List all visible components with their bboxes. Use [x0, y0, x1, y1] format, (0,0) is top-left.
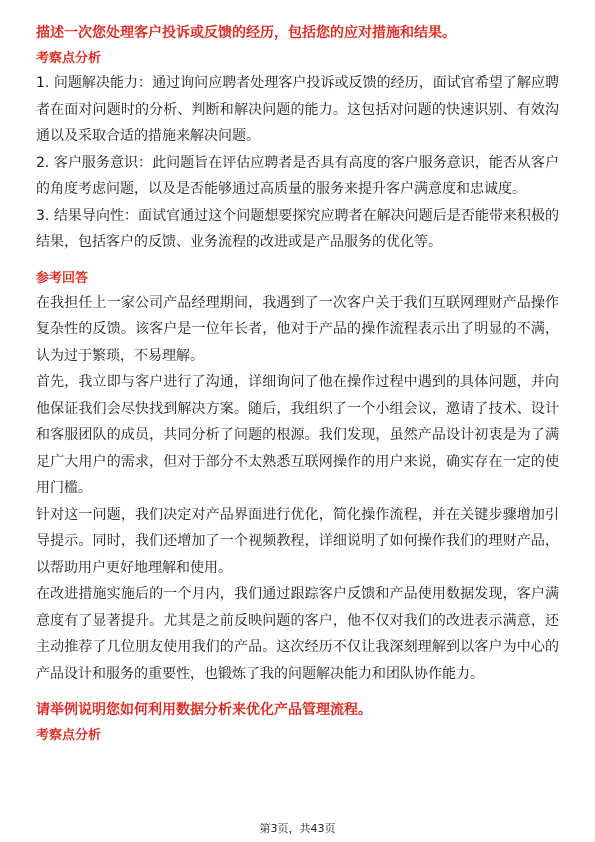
answer-paragraph: 首先，我立即与客户进行了沟通，详细询问了他在操作过程中遇到的具体问题，并向他保证我们会尽快找到解决方案。随后，我组织了一个小组会议，邀请了技术、设计和客服团队的成员，共同分析了问题的根源。我们发现，虽然产品设计初衷是为了满足广大用户的需求，但对于部分不太熟悉互联网操作的用户来说，确实存在一定的使用门槛。	[36, 374, 559, 496]
page-number: 第3页，共43页	[259, 822, 336, 835]
analysis-item: 1. 问题解决能力：通过询问应聘者处理客户投诉或反馈的经历，面试官希望了解应聘者在面对问题时的分析、判断和解决问题的能力。这包括对问题的快速识别、有效沟通以及采取合适的措施来解决问题。	[36, 75, 559, 144]
answer-paragraph: 针对这一问题，我们决定对产品界面进行优化，简化操作流程，并在关键步骤增加引导提示。同时，我们还增加了一个视频教程，详细说明了如何操作我们的理财产品，以帮助用户更好地理解和使用。	[36, 506, 559, 576]
question-1-title: 描述一次您处理客户投诉或反馈的经历，包括您的应对措施和结果。	[36, 25, 456, 41]
document-page	[36, 22, 559, 747]
answer-heading: 参考回答	[36, 270, 89, 286]
answer-paragraph: 在我担任上一家公司产品经理期间，我遇到了一次客户关于我们互联网理财产品操作复杂性的反馈。该客户是一位年长者，他对于产品的操作流程表示出了明显的不满，认为过于繁琐，不易理解。	[36, 294, 559, 364]
question-2-title: 请举例说明您如何利用数据分析来优化产品管理流程。	[36, 702, 372, 718]
analysis-item: 3. 结果导向性：面试官通过这个问题想要探究应聘者在解决问题后是否能带来积极的结果，包括客户的反馈、业务流程的改进或是产品服务的优化等。	[36, 207, 559, 250]
analysis-heading: 考察点分析	[36, 728, 102, 743]
analysis-heading: 考察点分析	[36, 51, 102, 66]
analysis-item: 2. 客户服务意识：此问题旨在评估应聘者是否具有高度的客户服务意识，能否从客户的角度考虑问题，以及是否能够通过高质量的服务来提升客户满意度和忠诚度。	[36, 154, 559, 197]
answer-paragraph: 在改进措施实施后的一个月内，我们通过跟踪客户反馈和产品使用数据发现，客户满意度有了显著提升。尤其是之前反映问题的客户，他不仅对我们的改进表示满意，还主动推荐了几位朋友使用我们的产品。这次经历不仅让我深刻理解到以客户为中心的产品设计和服务的重要性，也锻炼了我的问题解决能力和团队协作能力。	[36, 586, 559, 682]
